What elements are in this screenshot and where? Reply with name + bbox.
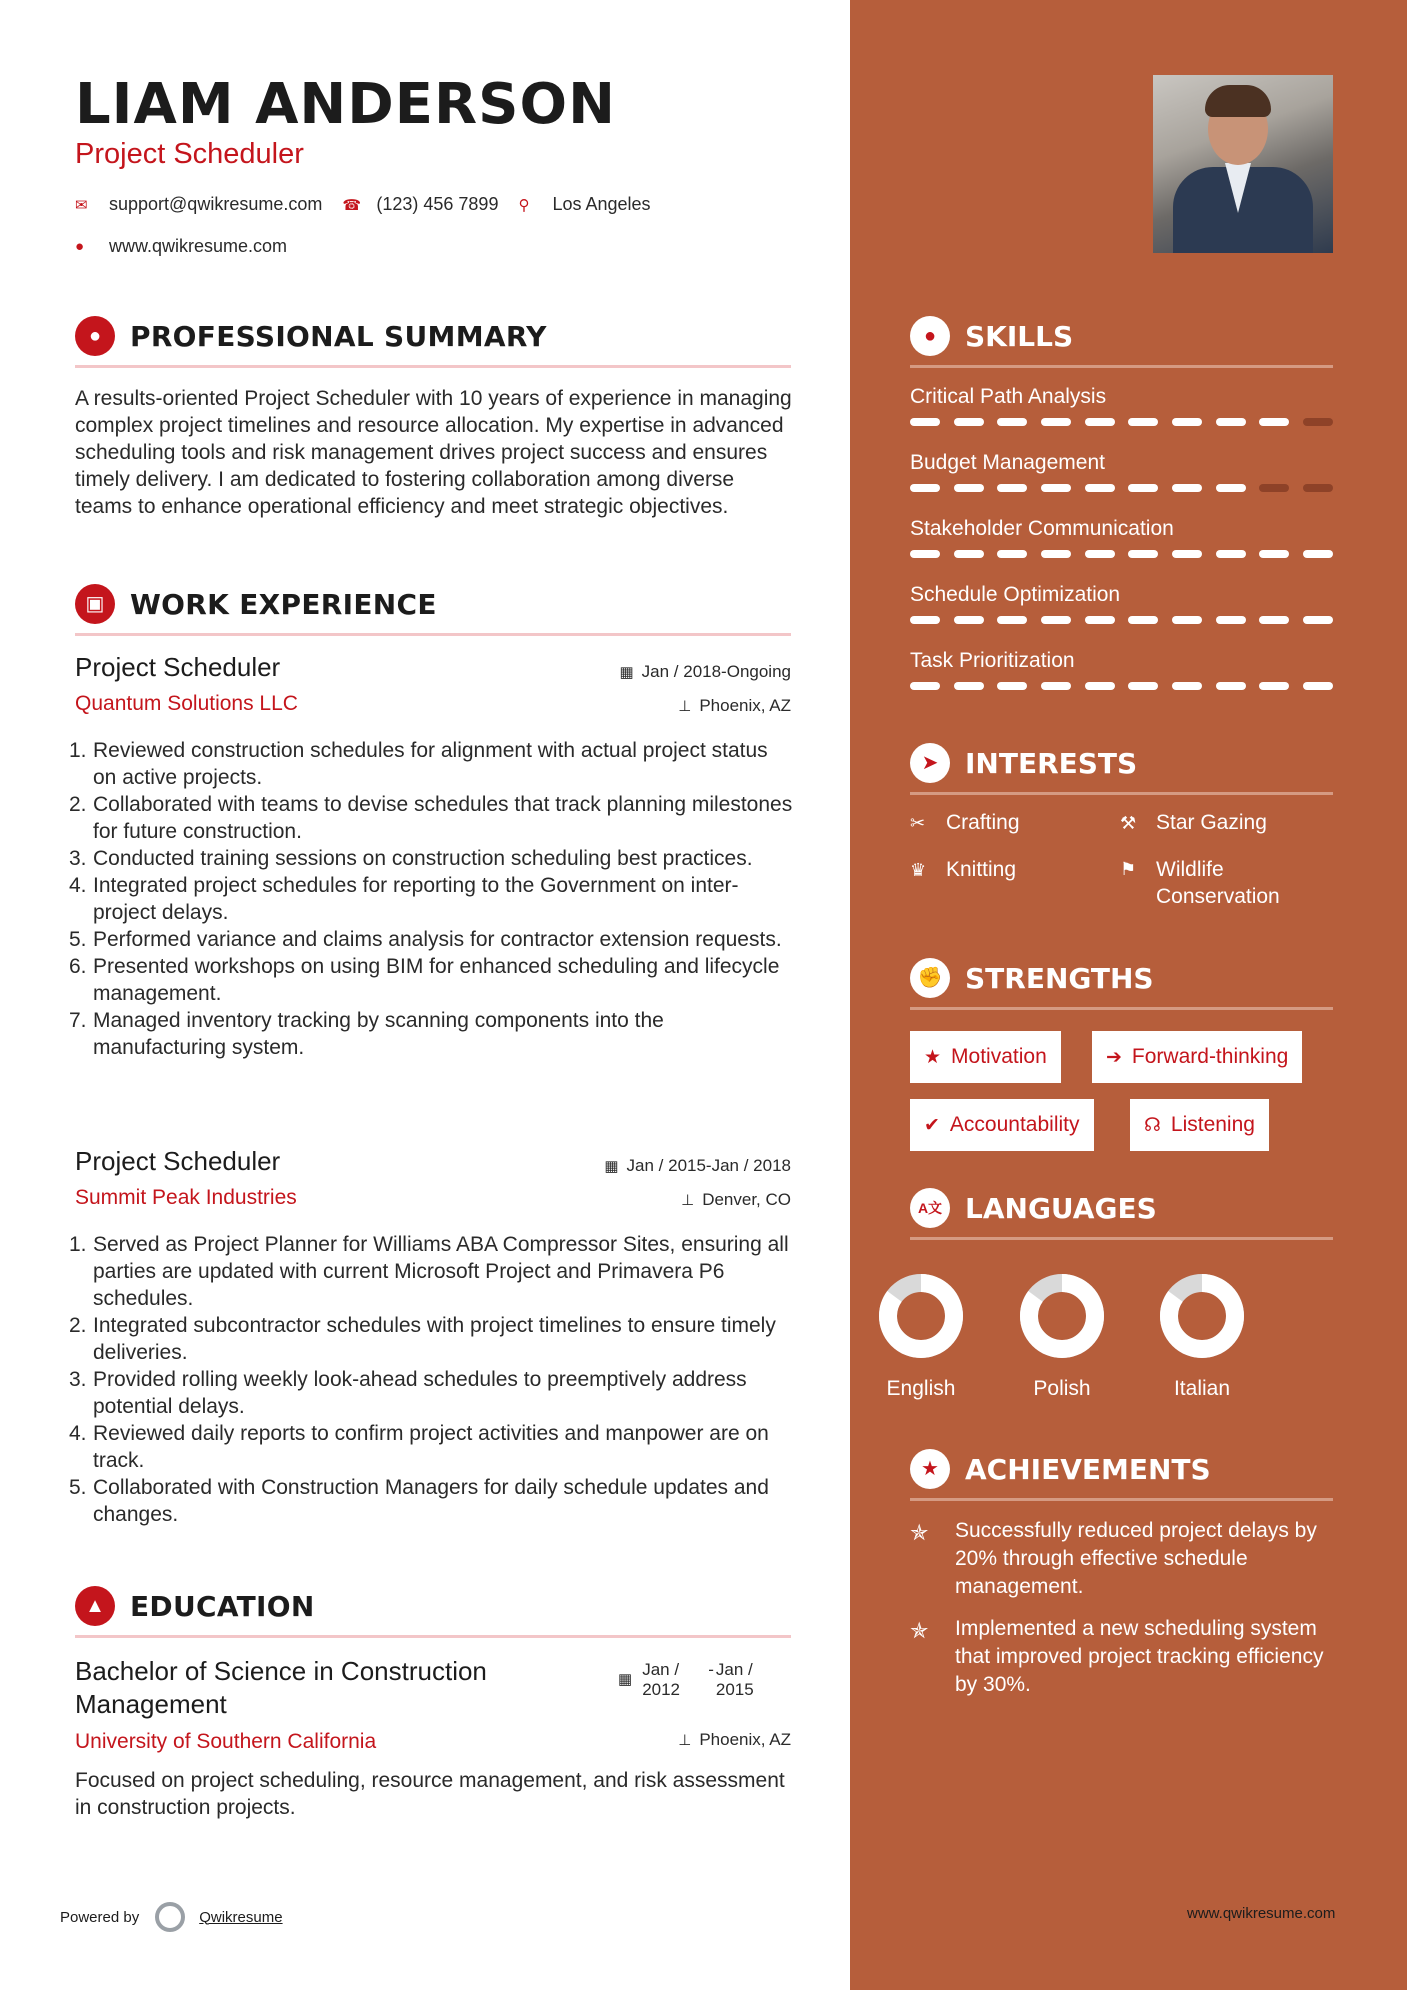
arrow-right-icon: ➔ xyxy=(1106,1047,1122,1068)
job-2-dates-text: Jan / 2015-Jan / 2018 xyxy=(626,1156,791,1175)
skill-rating-dash xyxy=(1041,682,1071,690)
brand-link[interactable]: Qwikresume xyxy=(199,1908,283,1926)
job-1-title: Project Scheduler xyxy=(75,652,281,682)
skill-rating-dash xyxy=(1259,616,1289,624)
language-donut xyxy=(1159,1273,1245,1359)
skill-rating-dash xyxy=(1216,418,1246,426)
translate-icon: A文 xyxy=(910,1188,950,1228)
star-burst-icon: ✯ xyxy=(910,1520,929,1545)
calendar-icon: ▦ xyxy=(618,1671,633,1688)
powered-by-label: Powered by xyxy=(60,1908,140,1926)
list-item: 5. Collaborated with Construction Managers for daily schedule updates and changes. xyxy=(69,1476,769,1526)
list-item: 4. Integrated project schedules for reporting to the Government on inter-project delays. xyxy=(69,874,739,924)
achievements-title: ACHIEVEMENTS xyxy=(965,1453,1211,1486)
list-item: 2. Collaborated with teams to devise schedules that track planning milestones for future construction. xyxy=(69,793,793,843)
candidate-role: Project Scheduler xyxy=(75,138,304,170)
trophy-icon: ♛ xyxy=(910,860,927,880)
skill-rating-dash xyxy=(910,484,940,492)
strength-forward-thinking: ➔ Forward-thinking xyxy=(1092,1031,1302,1083)
skill-rating-dash xyxy=(1216,616,1246,624)
skill-row xyxy=(910,517,1333,541)
skill-rating-dash xyxy=(1303,682,1333,690)
pin-icon: ⊥ xyxy=(678,1732,692,1749)
list-item: 2. Integrated subcontractor schedules with project timelines to ensure timely deliveries. xyxy=(69,1314,776,1364)
list-item: 6. Presented workshops on using BIM for enhanced scheduling and lifecycle management. xyxy=(69,955,780,1005)
skill-rating-dash xyxy=(1259,550,1289,558)
job-1-duties xyxy=(69,737,795,1061)
skill-rating-dash xyxy=(1128,418,1158,426)
skill-rating-dash xyxy=(1303,550,1333,558)
job-2-dates xyxy=(604,1156,791,1176)
skill-rating-dash xyxy=(1128,484,1158,492)
contact-row xyxy=(75,194,651,215)
contact-location: Los Angeles xyxy=(552,194,651,214)
candidate-name: LIAM ANDERSON xyxy=(75,72,616,137)
education-location-text: Phoenix, AZ xyxy=(699,1730,791,1749)
language-label: Polish xyxy=(1033,1377,1091,1400)
strengths-title: STRENGTHS xyxy=(965,962,1154,995)
skill-rating-dash xyxy=(1172,616,1202,624)
strengths-header xyxy=(910,952,1333,1010)
job-2-location-text: Denver, CO xyxy=(702,1190,791,1209)
graduation-icon: ▲ xyxy=(75,1586,115,1626)
calendar-icon: ▦ xyxy=(604,1158,619,1175)
star-burst-icon: ✯ xyxy=(910,1618,929,1643)
location-icon: ⚲ xyxy=(518,196,530,214)
skill-rating-dash xyxy=(997,418,1027,426)
skill-rating-dash xyxy=(1303,418,1333,426)
award-star-icon: ★ xyxy=(910,1449,950,1489)
skill-rating-dash xyxy=(1216,484,1246,492)
skills-title: SKILLS xyxy=(965,320,1074,353)
star-icon: ★ xyxy=(924,1047,942,1068)
language-donut xyxy=(878,1273,964,1359)
list-item: 7. Managed inventory tracking by scanning components into the manufacturing system. xyxy=(69,1009,664,1059)
language-label: Italian xyxy=(1173,1377,1231,1400)
skill-rating-dash xyxy=(1085,616,1115,624)
skill-rating-dash xyxy=(1172,418,1202,426)
lightbulb-icon: ● xyxy=(910,316,950,356)
job-1-dates-text: Jan / 2018-Ongoing xyxy=(641,662,791,681)
skill-rating-dash xyxy=(1085,682,1115,690)
user-icon: ● xyxy=(75,316,115,356)
skill-rating-dash xyxy=(997,616,1027,624)
job-1-company: Quantum Solutions LLC xyxy=(75,692,298,715)
sidebar xyxy=(850,0,1407,1990)
skill-rating-dash xyxy=(954,616,984,624)
education-header xyxy=(75,1580,791,1638)
skill-rating-dash xyxy=(1041,418,1071,426)
school-name: University of Southern California xyxy=(75,1730,377,1753)
gavel-icon: ⚒ xyxy=(1120,813,1137,833)
skill-rating-dash xyxy=(1041,550,1071,558)
language-label: English xyxy=(886,1377,956,1400)
skill-rating-dash xyxy=(1259,682,1289,690)
education-end: Jan / 2015 xyxy=(715,1660,754,1699)
skill-label: Critical Path Analysis xyxy=(910,385,1107,408)
chair-icon: ▣ xyxy=(75,584,115,624)
skill-rating-dash xyxy=(1128,682,1158,690)
interest-wildlife: ⚑ Wildlife Conservation xyxy=(1120,858,1280,908)
achievements-header xyxy=(910,1443,1333,1501)
skill-rating-dash xyxy=(1259,484,1289,492)
skill-rating-dash xyxy=(910,616,940,624)
skill-rating-dash xyxy=(910,550,940,558)
skill-rating-dash xyxy=(1172,550,1202,558)
languages-title: LANGUAGES xyxy=(965,1192,1157,1225)
skill-rating-dash xyxy=(954,418,984,426)
language-english xyxy=(871,1273,971,1401)
education-description: Focused on project scheduling, resource management, and risk assessment in construction projects. xyxy=(75,1769,785,1819)
email-icon: ✉ xyxy=(75,196,88,214)
skill-rating-bar xyxy=(910,484,1333,492)
job-1-dates xyxy=(619,662,791,682)
skill-rating-dash xyxy=(997,484,1027,492)
job-2-duties xyxy=(69,1231,795,1528)
skill-rating-dash xyxy=(1041,616,1071,624)
skill-rating-dash xyxy=(910,418,940,426)
skill-label: Budget Management xyxy=(910,451,1105,474)
phone-icon: ☎ xyxy=(342,196,362,214)
skill-rating-dash xyxy=(1172,682,1202,690)
skill-row xyxy=(910,385,1333,409)
skill-rating-dash xyxy=(1216,550,1246,558)
education-location xyxy=(678,1730,791,1750)
strength-listening: ☊ Listening xyxy=(1130,1099,1269,1151)
flag-icon: ⚑ xyxy=(1120,859,1137,879)
skill-rating-dash xyxy=(954,550,984,558)
list-item: 4. Reviewed daily reports to confirm project activities and manpower are on track. xyxy=(69,1422,769,1472)
skill-rating-dash xyxy=(954,484,984,492)
education-title: EDUCATION xyxy=(130,1590,315,1623)
strength-motivation: ★ Motivation xyxy=(910,1031,1061,1083)
contact-row-2 xyxy=(75,236,287,257)
pin-icon: ⊥ xyxy=(681,1192,695,1209)
skill-rating-dash xyxy=(1085,550,1115,558)
language-polish xyxy=(1012,1273,1112,1401)
skill-rating-bar xyxy=(910,682,1333,690)
job-2-location xyxy=(681,1190,791,1210)
list-item: 5. Performed variance and claims analysis for contractor extension requests. xyxy=(69,928,782,951)
contact-email[interactable]: support@qwikresume.com xyxy=(109,194,323,214)
footer-site: www.qwikresume.com xyxy=(1187,1905,1336,1922)
pin-icon: ⊥ xyxy=(678,698,692,715)
calendar-icon: ▦ xyxy=(619,664,634,681)
list-item: 3. Conducted training sessions on construction scheduling best practices. xyxy=(69,847,753,870)
footer-powered xyxy=(60,1902,283,1932)
skill-rating-bar xyxy=(910,616,1333,624)
skill-label: Task Prioritization xyxy=(910,649,1075,672)
interest-star-gazing: ⚒ Star Gazing xyxy=(1120,809,1267,837)
job-2-company: Summit Peak Industries xyxy=(75,1186,297,1209)
job-1-location xyxy=(678,696,791,716)
job-1-location-text: Phoenix, AZ xyxy=(699,696,791,715)
skill-rating-dash xyxy=(1172,484,1202,492)
language-italian xyxy=(1152,1273,1252,1401)
strength-accountability: ✔ Accountability xyxy=(910,1099,1094,1151)
headphones-icon: ☊ xyxy=(1144,1115,1161,1136)
summary-header xyxy=(75,310,791,368)
skill-rating-dash xyxy=(1085,484,1115,492)
interests-header xyxy=(910,737,1333,795)
experience-title: WORK EXPERIENCE xyxy=(130,588,437,621)
summary-title: PROFESSIONAL SUMMARY xyxy=(130,320,547,353)
list-item: 1. Reviewed construction schedules for alignment with actual project status on active projects. xyxy=(69,739,768,789)
skills-header xyxy=(910,310,1333,368)
list-item: 1. Served as Project Planner for Williams ABA Compressor Sites, ensuring all parties are updated with current Microsoft Project and Primavera P6 schedules. xyxy=(69,1233,789,1310)
interests-title: INTERESTS xyxy=(965,747,1138,780)
experience-header xyxy=(75,578,791,636)
summary-text: A results-oriented Project Scheduler with 10 years of experience in managing complex project timelines and resource allocation. My expertise in advanced scheduling tools and risk management drives project success and ensures timely delivery. I am dedicated to fostering collaboration among diverse teams to enhance operational efficiency and meet strategic objectives. xyxy=(75,387,792,518)
skill-rating-dash xyxy=(1216,682,1246,690)
scissors-icon: ✂ xyxy=(910,813,926,833)
achievement-1-text: Successfully reduced project delays by 20% through effective schedule management. xyxy=(955,1519,1317,1598)
qwikresume-logo-icon xyxy=(155,1902,185,1932)
skill-rating-dash xyxy=(954,682,984,690)
skill-rating-dash xyxy=(1259,418,1289,426)
skill-rating-dash xyxy=(910,682,940,690)
skill-rating-dash xyxy=(1128,616,1158,624)
fist-icon: ✊ xyxy=(910,958,950,998)
skill-row xyxy=(910,451,1333,475)
skill-rating-bar xyxy=(910,418,1333,426)
skill-rating-dash xyxy=(1303,616,1333,624)
skill-rating-dash xyxy=(997,550,1027,558)
check-circle-icon: ✔ xyxy=(924,1115,940,1136)
skill-rating-dash xyxy=(1041,484,1071,492)
skill-rating-bar xyxy=(910,550,1333,558)
contact-phone[interactable]: (123) 456 7899 xyxy=(376,194,499,214)
skill-rating-dash xyxy=(997,682,1027,690)
skill-label: Stakeholder Communication xyxy=(910,517,1174,540)
skill-rating-dash xyxy=(1303,484,1333,492)
interest-crafting: ✂ Crafting xyxy=(910,809,1020,837)
job-2-title: Project Scheduler xyxy=(75,1146,281,1176)
achievement-2-text: Implemented a new scheduling system that improved project tracking efficiency by 30%. xyxy=(955,1617,1324,1696)
list-item: 3. Provided rolling weekly look-ahead schedules to preemptively address potential delays. xyxy=(69,1368,747,1418)
paper-plane-icon: ➤ xyxy=(910,743,950,783)
profile-photo xyxy=(1153,75,1333,253)
skill-row xyxy=(910,649,1333,673)
languages-header xyxy=(910,1182,1333,1240)
skill-rating-dash xyxy=(1085,418,1115,426)
skill-label: Schedule Optimization xyxy=(910,583,1121,606)
education-start: Jan / 2012 xyxy=(642,1660,681,1699)
contact-website[interactable]: www.qwikresume.com xyxy=(109,236,288,256)
education-dates: ▦ Jan / 2012 - Jan / 2015 xyxy=(618,1660,776,1700)
language-donut xyxy=(1019,1273,1105,1359)
degree-title: Bachelor of Science in Construction Management xyxy=(75,1656,487,1719)
interest-knitting: ♛ Knitting xyxy=(910,856,1016,884)
globe-icon: ● xyxy=(75,238,85,255)
skill-rating-dash xyxy=(1128,550,1158,558)
skill-row xyxy=(910,583,1333,607)
